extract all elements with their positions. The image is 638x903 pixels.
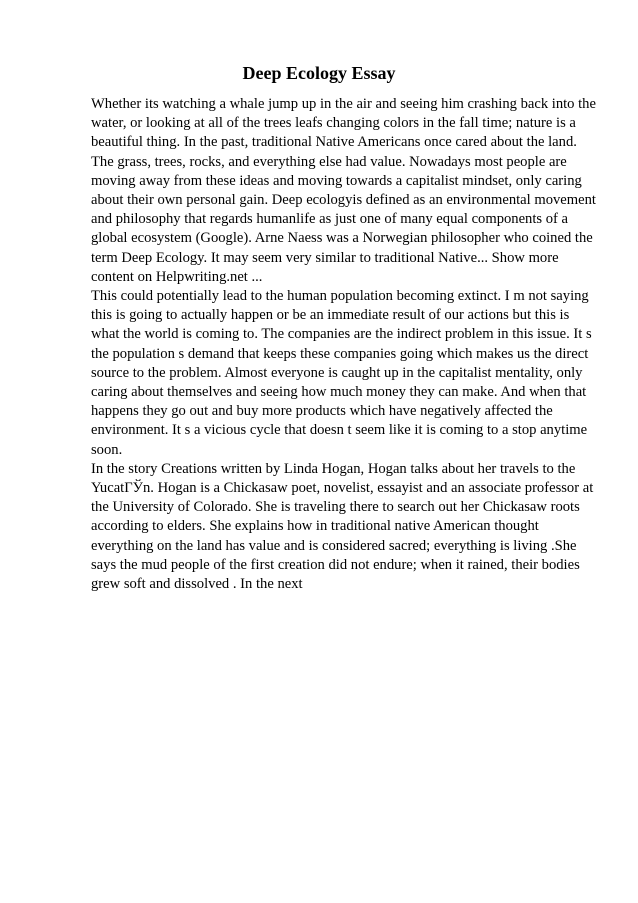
document-body <box>91 95 596 594</box>
paragraph-1: Whether its watching a whale jump up in the air and seeing him crashing back into the water, or looking at all of the trees leafs changing colors in the fall time; nature is a beautiful thing. In the past, traditional Native Americans once cared about the land. The grass, trees, rocks, and everything else had value. Nowadays most people are moving away from these ideas and moving towards a capitalist mindset, only caring about their own personal gain. Deep ecologyis defined as an environmental movement and philosophy that regards humanlife as just one of many equal components of a global ecosystem (Google). Arne Naess was a Norwegian philosopher who coined the term Deep Ecology. It may seem very similar to traditional Native... Show more content on Helpwriting.net ... <box>91 96 596 285</box>
paragraph-3: In the story Creations written by Linda Hogan, Hogan talks about her travels to the YucatГЎn. Hogan is a Chickasaw poet, novelist, essayist and an associate professor at the University of Colorado. She is traveling there to search out her Chickasaw roots according to elders. She explains how in traditional native American thought everything on the land has value and is considered sacred; everything is living .She says the mud people of the first creation did not endure; when it rained, their bodies grew soft and dissolved . In the next <box>91 460 594 593</box>
document-title: Deep Ecology Essay <box>242 63 396 83</box>
paragraph-2: This could potentially lead to the human population becoming extinct. I m not saying this is going to actually happen or be an immediate result of our actions but this is what the world is coming to. The companies are the indirect problem in this issue. It s the population s demand that keeps these companies going which makes us the direct source to the problem. Almost everyone is caught up in the capitalist mentality, only caring about themselves and seeing how much money they can make. And when that happens they go out and buy more products which have negatively affected the environment. It s a vicious cycle that doesn t seem like it is coming to a stop anytime soon. <box>91 288 592 458</box>
